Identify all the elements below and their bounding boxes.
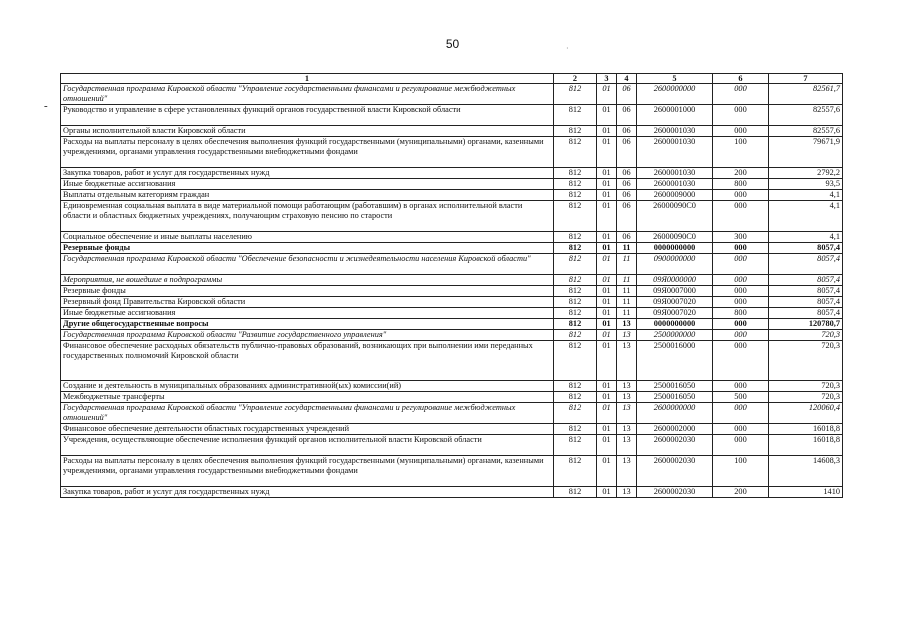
row-gr-cell: 812: [554, 435, 597, 456]
table-row: [61, 435, 843, 456]
row-pr-cell: 13: [617, 330, 637, 341]
header-cell: 7: [769, 74, 843, 84]
row-pr-cell: 13: [617, 341, 637, 381]
table-row: [61, 254, 843, 275]
row-sum-cell: 120060,4: [769, 403, 843, 424]
row-vr-cell: 200: [713, 487, 769, 498]
row-gr-cell: 812: [554, 403, 597, 424]
row-pr-cell: 11: [617, 254, 637, 275]
row-name-cell: Государственная программа Кировской области "Развитие государственного управления": [61, 330, 554, 341]
row-pr-cell: 11: [617, 308, 637, 319]
row-pr-cell: 13: [617, 487, 637, 498]
header-cell: 6: [713, 74, 769, 84]
row-gr-cell: 812: [554, 424, 597, 435]
row-sum-cell: 2792,2: [769, 168, 843, 179]
row-sum-cell: 720,3: [769, 381, 843, 392]
row-gr-cell: 812: [554, 341, 597, 381]
row-name-cell: Государственная программа Кировской области "Управление государственными финансами и регулирование межбюджетных отношений": [61, 84, 554, 105]
row-pr-cell: 06: [617, 168, 637, 179]
row-cs-cell: 26000090С0: [637, 201, 713, 232]
row-cs-cell: 2600000000: [637, 403, 713, 424]
row-pr-cell: 11: [617, 297, 637, 308]
row-sum-cell: 8057,4: [769, 275, 843, 286]
table-row: [61, 341, 843, 381]
row-vr-cell: 000: [713, 297, 769, 308]
row-vr-cell: 800: [713, 179, 769, 190]
row-name-cell: Социальное обеспечение и иные выплаты населению: [61, 232, 554, 243]
row-name-cell: Резервный фонд Правительства Кировской области: [61, 297, 554, 308]
row-vr-cell: 000: [713, 84, 769, 105]
table-row: [61, 319, 843, 330]
row-sum-cell: 8057,4: [769, 308, 843, 319]
row-cs-cell: 09Я0000000: [637, 275, 713, 286]
row-name-cell: Закупка товаров, работ и услуг для государственных нужд: [61, 487, 554, 498]
row-vr-cell: 000: [713, 403, 769, 424]
row-name-cell: Единовременная социальная выплата в виде материальной помощи работающим (работавшим) в органах исполнительной власти области и областных бюджетных учреждениях, получающим страховую пенсию по старости: [61, 201, 554, 232]
row-rz-cell: 01: [597, 330, 617, 341]
row-pr-cell: 06: [617, 179, 637, 190]
row-rz-cell: 01: [597, 308, 617, 319]
row-pr-cell: 13: [617, 403, 637, 424]
row-name-cell: Расходы на выплаты персоналу в целях обеспечения выполнения функций государственными (муниципальными) органами, казенными учреждениями, органами управления государственными внебюджетными фондами: [61, 456, 554, 487]
row-cs-cell: 2600000000: [637, 84, 713, 105]
row-pr-cell: 06: [617, 105, 637, 126]
row-sum-cell: 14608,3: [769, 456, 843, 487]
row-vr-cell: 000: [713, 126, 769, 137]
row-gr-cell: 812: [554, 456, 597, 487]
row-vr-cell: 000: [713, 330, 769, 341]
header-cell: 1: [61, 74, 554, 84]
row-rz-cell: 01: [597, 179, 617, 190]
row-pr-cell: 06: [617, 126, 637, 137]
row-pr-cell: 13: [617, 381, 637, 392]
table-row: [61, 84, 843, 105]
row-name-cell: Государственная программа Кировской области "Управление государственными финансами и регулирование межбюджетных отношений": [61, 403, 554, 424]
row-vr-cell: 500: [713, 392, 769, 403]
table-row: [61, 392, 843, 403]
row-rz-cell: 01: [597, 403, 617, 424]
header-row: [61, 74, 843, 84]
row-sum-cell: 93,5: [769, 179, 843, 190]
row-rz-cell: 01: [597, 381, 617, 392]
row-sum-cell: 79671,9: [769, 137, 843, 168]
table-row: [61, 424, 843, 435]
row-cs-cell: 2600001030: [637, 179, 713, 190]
table-row: [61, 232, 843, 243]
table-row: [61, 297, 843, 308]
row-gr-cell: 812: [554, 243, 597, 254]
row-name-cell: Другие общегосударственные вопросы: [61, 319, 554, 330]
row-name-cell: Мероприятия, не вошедшие в подпрограммы: [61, 275, 554, 286]
row-rz-cell: 01: [597, 168, 617, 179]
row-vr-cell: 000: [713, 381, 769, 392]
row-cs-cell: 2600001030: [637, 137, 713, 168]
row-gr-cell: 812: [554, 190, 597, 201]
row-name-cell: Иные бюджетные ассигнования: [61, 308, 554, 319]
table-row: [61, 275, 843, 286]
row-pr-cell: 06: [617, 84, 637, 105]
row-cs-cell: 2600001030: [637, 126, 713, 137]
table-row: [61, 243, 843, 254]
row-gr-cell: 812: [554, 137, 597, 168]
row-gr-cell: 812: [554, 487, 597, 498]
row-rz-cell: 01: [597, 435, 617, 456]
row-vr-cell: 000: [713, 254, 769, 275]
row-name-cell: Органы исполнительной власти Кировской области: [61, 126, 554, 137]
row-cs-cell: 09Я0007000: [637, 286, 713, 297]
row-rz-cell: 01: [597, 297, 617, 308]
row-rz-cell: 01: [597, 232, 617, 243]
header-cell: 2: [554, 74, 597, 84]
row-gr-cell: 812: [554, 275, 597, 286]
row-rz-cell: 01: [597, 392, 617, 403]
row-pr-cell: 11: [617, 243, 637, 254]
budget-table: [60, 73, 843, 498]
row-vr-cell: 800: [713, 308, 769, 319]
row-gr-cell: 812: [554, 232, 597, 243]
row-sum-cell: 120780,7: [769, 319, 843, 330]
row-vr-cell: 000: [713, 341, 769, 381]
table-row: [61, 286, 843, 297]
row-name-cell: Резервные фонды: [61, 286, 554, 297]
row-name-cell: Руководство и управление в сфере установленных функций органов государственной власти Кировской области: [61, 105, 554, 126]
row-cs-cell: 2600002030: [637, 487, 713, 498]
row-name-cell: Расходы на выплаты персоналу в целях обеспечения выполнения функций государственными (муниципальными) органами, казенными учреждениями, органами управления государственными внебюджетными фондами: [61, 137, 554, 168]
row-cs-cell: 09Я0007020: [637, 308, 713, 319]
row-gr-cell: 812: [554, 201, 597, 232]
row-cs-cell: 2600009000: [637, 190, 713, 201]
table-row: [61, 179, 843, 190]
row-gr-cell: 812: [554, 105, 597, 126]
row-cs-cell: 26000090С0: [637, 232, 713, 243]
row-vr-cell: 000: [713, 275, 769, 286]
row-vr-cell: 000: [713, 190, 769, 201]
row-sum-cell: 16018,8: [769, 424, 843, 435]
row-name-cell: Учреждения, осуществляющие обеспечение исполнения функций органов исполнительной власти Кировской области: [61, 435, 554, 456]
table-row: [61, 168, 843, 179]
row-gr-cell: 812: [554, 179, 597, 190]
row-vr-cell: 100: [713, 137, 769, 168]
row-vr-cell: 000: [713, 286, 769, 297]
row-name-cell: Создание и деятельность в муниципальных образованиях административной(ых) комиссии(ий): [61, 381, 554, 392]
row-sum-cell: 720,3: [769, 341, 843, 381]
row-sum-cell: 4,1: [769, 190, 843, 201]
row-cs-cell: 2600001000: [637, 105, 713, 126]
margin-dot: ·: [566, 44, 569, 53]
row-cs-cell: 2600001030: [637, 168, 713, 179]
row-cs-cell: 0900000000: [637, 254, 713, 275]
row-gr-cell: 812: [554, 392, 597, 403]
row-pr-cell: 13: [617, 435, 637, 456]
row-sum-cell: 16018,8: [769, 435, 843, 456]
header-cell: 4: [617, 74, 637, 84]
row-sum-cell: 720,3: [769, 392, 843, 403]
row-vr-cell: 000: [713, 201, 769, 232]
row-rz-cell: 01: [597, 275, 617, 286]
row-rz-cell: 01: [597, 84, 617, 105]
row-gr-cell: 812: [554, 168, 597, 179]
table-row: [61, 201, 843, 232]
row-sum-cell: 8057,4: [769, 254, 843, 275]
row-sum-cell: 1410: [769, 487, 843, 498]
row-cs-cell: 2600002000: [637, 424, 713, 435]
row-pr-cell: 11: [617, 275, 637, 286]
row-rz-cell: 01: [597, 286, 617, 297]
row-pr-cell: 06: [617, 190, 637, 201]
row-name-cell: Резервные фонды: [61, 243, 554, 254]
row-cs-cell: 2500016050: [637, 381, 713, 392]
row-rz-cell: 01: [597, 126, 617, 137]
table-row: [61, 330, 843, 341]
row-gr-cell: 812: [554, 126, 597, 137]
margin-mark: -: [44, 100, 48, 112]
row-pr-cell: 11: [617, 286, 637, 297]
row-rz-cell: 01: [597, 105, 617, 126]
row-pr-cell: 13: [617, 392, 637, 403]
row-rz-cell: 01: [597, 319, 617, 330]
row-vr-cell: 000: [713, 105, 769, 126]
row-vr-cell: 000: [713, 435, 769, 456]
table-row: [61, 190, 843, 201]
row-sum-cell: 4,1: [769, 232, 843, 243]
row-sum-cell: 4,1: [769, 201, 843, 232]
row-rz-cell: 01: [597, 190, 617, 201]
row-gr-cell: 812: [554, 254, 597, 275]
row-sum-cell: 720,3: [769, 330, 843, 341]
row-rz-cell: 01: [597, 456, 617, 487]
table-row: [61, 105, 843, 126]
row-pr-cell: 13: [617, 456, 637, 487]
row-gr-cell: 812: [554, 84, 597, 105]
table-row: [61, 308, 843, 319]
table-row: [61, 126, 843, 137]
row-rz-cell: 01: [597, 201, 617, 232]
row-name-cell: Закупка товаров, работ и услуг для государственных нужд: [61, 168, 554, 179]
row-pr-cell: 06: [617, 232, 637, 243]
row-gr-cell: 812: [554, 319, 597, 330]
row-vr-cell: 200: [713, 168, 769, 179]
header-cell: 3: [597, 74, 617, 84]
row-gr-cell: 812: [554, 330, 597, 341]
row-vr-cell: 300: [713, 232, 769, 243]
row-name-cell: Выплаты отдельным категориям граждан: [61, 190, 554, 201]
row-name-cell: Государственная программа Кировской области "Обеспечение безопасности и жизнедеятельности населения Кировской области": [61, 254, 554, 275]
row-name-cell: Финансовое обеспечение расходных обязательств публично-правовых образований, возникающих при выполнении ими переданных государственных полномочий Кировской области: [61, 341, 554, 381]
row-cs-cell: 09Я0007020: [637, 297, 713, 308]
row-pr-cell: 13: [617, 319, 637, 330]
row-rz-cell: 01: [597, 487, 617, 498]
row-name-cell: Иные бюджетные ассигнования: [61, 179, 554, 190]
row-rz-cell: 01: [597, 254, 617, 275]
row-vr-cell: 000: [713, 424, 769, 435]
row-pr-cell: 06: [617, 201, 637, 232]
row-cs-cell: 2600002030: [637, 435, 713, 456]
row-cs-cell: 0000000000: [637, 243, 713, 254]
row-cs-cell: 2500000000: [637, 330, 713, 341]
row-sum-cell: 82561,7: [769, 84, 843, 105]
row-gr-cell: 812: [554, 308, 597, 319]
row-gr-cell: 812: [554, 381, 597, 392]
row-sum-cell: 8057,4: [769, 297, 843, 308]
table-row: [61, 137, 843, 168]
row-vr-cell: 100: [713, 456, 769, 487]
page-number: 50: [445, 37, 460, 51]
row-cs-cell: 2600002030: [637, 456, 713, 487]
row-gr-cell: 812: [554, 286, 597, 297]
row-sum-cell: 8057,4: [769, 286, 843, 297]
row-sum-cell: 82557,6: [769, 105, 843, 126]
row-vr-cell: 000: [713, 319, 769, 330]
row-sum-cell: 82557,6: [769, 126, 843, 137]
row-gr-cell: 812: [554, 297, 597, 308]
row-name-cell: Финансовое обеспечение деятельности областных государственных учреждений: [61, 424, 554, 435]
row-cs-cell: 2500016000: [637, 341, 713, 381]
row-rz-cell: 01: [597, 137, 617, 168]
row-vr-cell: 000: [713, 243, 769, 254]
row-pr-cell: 13: [617, 424, 637, 435]
header-cell: 5: [637, 74, 713, 84]
row-pr-cell: 06: [617, 137, 637, 168]
row-name-cell: Межбюджетные трансферты: [61, 392, 554, 403]
row-cs-cell: 2500016050: [637, 392, 713, 403]
row-cs-cell: 0000000000: [637, 319, 713, 330]
row-rz-cell: 01: [597, 243, 617, 254]
table-row: [61, 403, 843, 424]
table-row: [61, 381, 843, 392]
row-rz-cell: 01: [597, 341, 617, 381]
table-row: [61, 456, 843, 487]
table-row: [61, 487, 843, 498]
row-rz-cell: 01: [597, 424, 617, 435]
row-sum-cell: 8057,4: [769, 243, 843, 254]
